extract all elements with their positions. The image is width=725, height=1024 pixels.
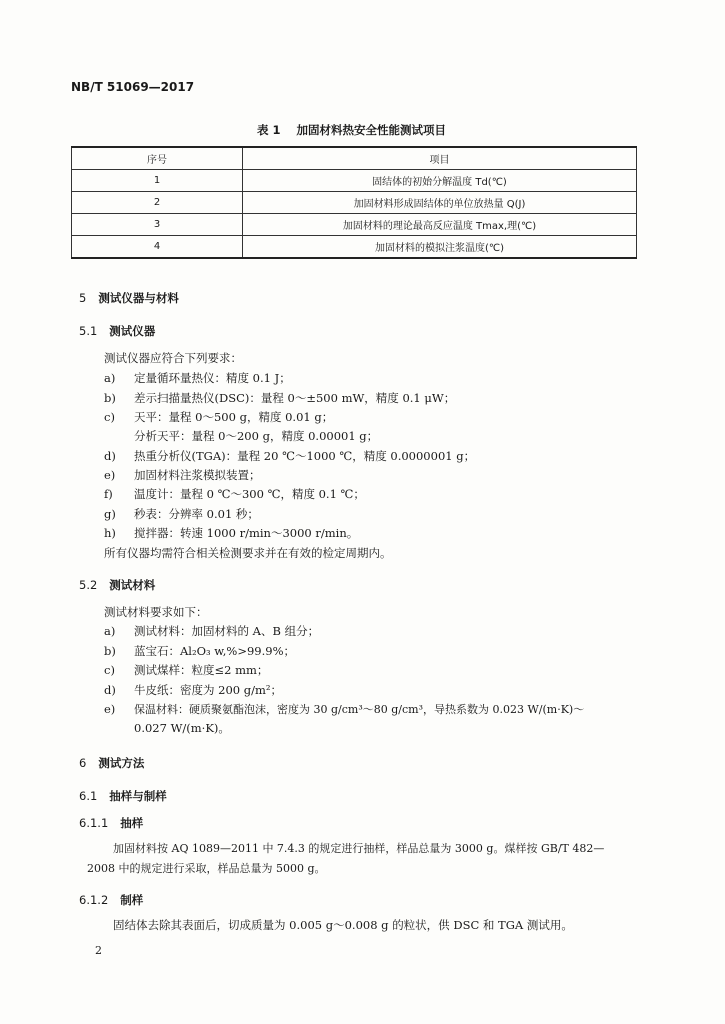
- section-number: 6.1.1: [79, 816, 109, 830]
- section-5-2-heading: [79, 577, 155, 593]
- list-mark: f): [104, 487, 113, 501]
- list-item: [104, 720, 230, 736]
- list-text: 热重分析仪(TGA)：量程 20 ℃～1000 ℃，精度 0.0000001 g；: [134, 449, 476, 463]
- list-text: 差示扫描量热仪(DSC)：量程 0～±500 mW，精度 0.1 μW；: [134, 391, 456, 405]
- list-text: 保温材料：硬质聚氨酯泡沫，密度为 30 g/cm³～80 g/cm³，导热系数为 0.023 W/(m·K)～: [134, 703, 585, 716]
- list-text: 定量循环量热仪：精度 0.1 J；: [134, 371, 291, 385]
- section-6-1-heading: [79, 788, 167, 804]
- table-title: 加固材料热安全性能测试项目: [296, 123, 447, 137]
- list-text: 测试材料：加固材料的 A、B 组分；: [134, 624, 320, 638]
- page-number: 2: [95, 944, 102, 957]
- row-no: 3: [72, 214, 243, 236]
- list-item: [104, 428, 378, 444]
- list-item: [104, 390, 455, 406]
- list-text: 0.027 W/(m·K)。: [134, 721, 230, 735]
- sampling-line-1: 加固材料按 AQ 1089—2011 中 7.4.3 的规定进行抽样，样品总量为 3000 g。煤样按 GB/T 482—: [113, 842, 605, 855]
- list-item: [104, 409, 333, 425]
- row-item: 加固材料的模拟注浆温度(℃): [243, 236, 637, 259]
- list-item: [104, 623, 319, 639]
- section-title: 测试材料: [109, 578, 156, 592]
- section-6-heading: [79, 755, 144, 771]
- list-item: [104, 525, 358, 541]
- section-6-1-2-heading: [79, 892, 143, 908]
- list-item: [104, 506, 259, 522]
- list-text: 牛皮纸：密度为 200 g/m²；: [134, 683, 283, 697]
- list-mark: d): [104, 683, 116, 697]
- sampling-line-2: 2008 中的规定进行采取，样品总量为 5000 g。: [87, 862, 326, 875]
- list-text: 加固材料注浆模拟装置；: [134, 468, 261, 482]
- list-mark: a): [104, 624, 116, 638]
- list-mark: e): [104, 468, 116, 482]
- section-title: 测试仪器与材料: [98, 291, 179, 305]
- list-mark: d): [104, 449, 116, 463]
- row-no: 1: [72, 170, 243, 192]
- list-item: [104, 662, 268, 678]
- row-item: 加固材料的理论最高反应温度 Tmax,理(℃): [243, 214, 637, 236]
- table-header-row: [72, 147, 637, 170]
- section-number: 5: [79, 291, 87, 305]
- section-number: 5.1: [79, 324, 98, 338]
- table-caption: [257, 122, 446, 138]
- row-item: 加固材料形成固结体的单位放热量 Q(J): [243, 192, 637, 214]
- section-5-1-heading: [79, 323, 155, 339]
- row-no: 4: [72, 236, 243, 259]
- table-row: [72, 236, 637, 259]
- section-title: 测试方法: [98, 756, 145, 770]
- section-number: 6.1: [79, 789, 98, 803]
- list-text: 天平：量程 0～500 g，精度 0.01 g；: [134, 410, 334, 424]
- instrument-intro: 测试仪器应符合下列要求：: [104, 351, 242, 365]
- list-mark: b): [104, 644, 116, 658]
- section-5-heading: [79, 290, 179, 306]
- list-mark: a): [104, 371, 116, 385]
- list-mark: g): [104, 507, 116, 521]
- materials-intro: 测试材料要求如下：: [104, 605, 208, 619]
- list-item: [104, 486, 365, 502]
- list-text: 测试煤样：粒度≤2 mm；: [134, 663, 269, 677]
- list-item: [104, 448, 475, 464]
- section-number: 6: [79, 756, 87, 770]
- header-no: 序号: [72, 147, 243, 170]
- list-item: [104, 682, 282, 698]
- table-row: [72, 170, 637, 192]
- section-number: 5.2: [79, 578, 98, 592]
- section-title: 抽样: [120, 816, 144, 830]
- row-no: 2: [72, 192, 243, 214]
- section-title: 抽样与制样: [109, 789, 167, 803]
- section-number: 6.1.2: [79, 893, 109, 907]
- list-item: [104, 701, 584, 717]
- section-title: 测试仪器: [109, 324, 156, 338]
- list-item: [104, 643, 295, 659]
- section-title: 制样: [120, 893, 144, 907]
- row-item: 固结体的初始分解温度 Td(℃): [243, 170, 637, 192]
- list-mark: e): [104, 702, 116, 716]
- list-text: 蓝宝石：Al₂O₃ w,%>99.9%；: [134, 644, 296, 658]
- list-text: 搅拌器：转速 1000 r/min～3000 r/min。: [134, 526, 359, 540]
- list-text: 分析天平：量程 0～200 g，精度 0.00001 g；: [134, 429, 379, 443]
- section-6-1-1-heading: [79, 815, 143, 831]
- list-text: 秒表：分辨率 0.01 秒；: [134, 507, 259, 521]
- table-row: [72, 214, 637, 236]
- list-mark: h): [104, 526, 116, 540]
- list-item: [104, 370, 291, 386]
- list-mark: c): [104, 410, 115, 424]
- table-number: 表 1: [257, 123, 281, 137]
- preparation-line-1: 固结体去除其表面后，切成质量为 0.005 g～0.008 g 的粒状，供 DSC 和 TGA 测试用。: [113, 918, 573, 932]
- test-items-table: [71, 146, 637, 259]
- document-code: NB/T 51069—2017: [71, 80, 195, 94]
- list-text: 温度计：量程 0 ℃～300 ℃，精度 0.1 ℃；: [134, 487, 365, 501]
- header-item: 项目: [243, 147, 637, 170]
- list-mark: c): [104, 663, 115, 677]
- list-item: [104, 467, 261, 483]
- table-row: [72, 192, 637, 214]
- instrument-closing: 所有仪器均需符合相关检测要求并在有效的检定周期内。: [104, 546, 392, 560]
- list-mark: b): [104, 391, 116, 405]
